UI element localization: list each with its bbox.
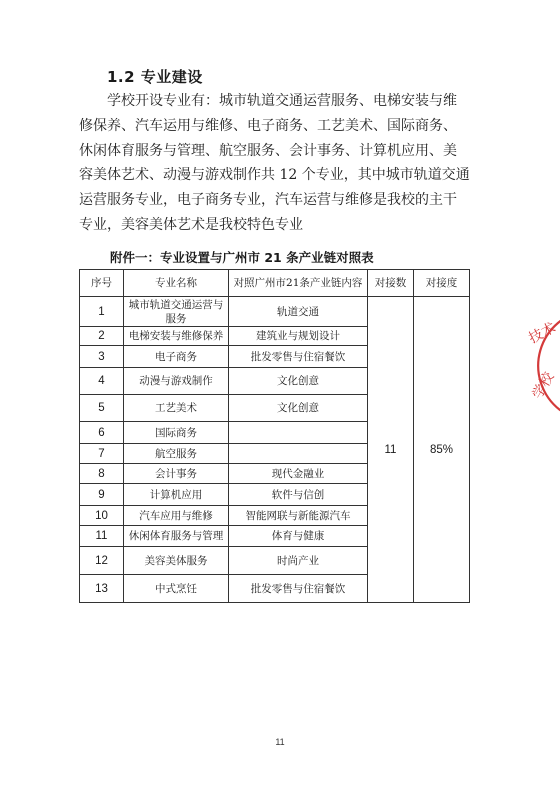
paragraph-line: 学校开设专业有：城市轨道交通运营服务、电梯安装与维 xyxy=(107,93,457,109)
header-chain: 对照广州市21条产业链内容 xyxy=(229,270,368,297)
paragraph-line: 专业，美容美体艺术是我校特色专业 xyxy=(79,216,303,233)
table-row xyxy=(80,297,470,327)
row-major: 休闲体育服务与管理 xyxy=(124,526,229,547)
page-number: 11 xyxy=(275,737,285,747)
paragraph-line: 运营服务专业，电子商务专业，汽车运营与维修是我校的主干 xyxy=(79,192,457,209)
row-no: 9 xyxy=(80,484,124,506)
row-major: 城市轨道交通运营与服务 xyxy=(124,297,229,327)
row-no: 1 xyxy=(80,297,124,327)
svg-text:学校: 学校 xyxy=(529,369,558,402)
row-chain: 现代金融业 xyxy=(229,464,368,484)
row-no: 13 xyxy=(80,575,124,603)
row-chain xyxy=(229,444,368,464)
paragraph-line: 容美体艺术、动漫与游戏制作共 12 个专业，其中城市轨道交通 xyxy=(79,167,470,184)
row-no: 3 xyxy=(80,346,124,368)
row-chain: 文化创意 xyxy=(229,395,368,422)
row-chain: 建筑业与规划设计 xyxy=(229,327,368,346)
svg-text:技术: 技术 xyxy=(526,319,559,348)
row-no: 4 xyxy=(80,368,124,395)
table-caption: 附件一：专业设置与广州市 21 条产业链对照表 xyxy=(110,250,374,265)
row-major: 计算机应用 xyxy=(124,484,229,506)
row-major: 会计事务 xyxy=(124,464,229,484)
major-industry-table xyxy=(79,269,470,603)
row-no: 7 xyxy=(80,444,124,464)
header-major: 专业名称 xyxy=(124,270,229,297)
count-cell: 11 xyxy=(368,297,414,603)
degree-cell: 85% xyxy=(414,297,470,603)
row-no: 12 xyxy=(80,547,124,575)
row-no: 5 xyxy=(80,395,124,422)
row-chain: 轨道交通 xyxy=(229,297,368,327)
header-no: 序号 xyxy=(80,270,124,297)
paragraph-line: 修保养、汽车运用与维修、电子商务、工艺美术、国际商务、 xyxy=(79,117,457,134)
row-major: 工艺美术 xyxy=(124,395,229,422)
row-major: 电子商务 xyxy=(124,346,229,368)
row-no: 10 xyxy=(80,506,124,526)
row-major: 汽车应用与维修 xyxy=(124,506,229,526)
row-chain: 时尚产业 xyxy=(229,547,368,575)
section-heading: 1.2 专业建设 xyxy=(107,68,203,86)
row-chain xyxy=(229,422,368,444)
row-major: 航空服务 xyxy=(124,444,229,464)
school-seal-stamp xyxy=(526,306,560,416)
table-header-row xyxy=(80,270,470,297)
row-major: 中式烹饪 xyxy=(124,575,229,603)
row-no: 6 xyxy=(80,422,124,444)
row-no: 2 xyxy=(80,327,124,346)
paragraph-line: 休闲体育服务与管理、航空服务、会计事务、计算机应用、美 xyxy=(79,142,457,159)
row-chain: 文化创意 xyxy=(229,368,368,395)
row-major: 动漫与游戏制作 xyxy=(124,368,229,395)
row-chain: 软件与信创 xyxy=(229,484,368,506)
row-major: 电梯安装与维修保养 xyxy=(124,327,229,346)
header-count: 对接数 xyxy=(368,270,414,297)
row-major: 美容美体服务 xyxy=(124,547,229,575)
row-chain: 批发零售与住宿餐饮 xyxy=(229,346,368,368)
header-degree: 对接度 xyxy=(414,270,470,297)
row-major: 国际商务 xyxy=(124,422,229,444)
row-chain: 体育与健康 xyxy=(229,526,368,547)
row-no: 11 xyxy=(80,526,124,547)
row-chain: 批发零售与住宿餐饮 xyxy=(229,575,368,603)
row-chain: 智能网联与新能源汽车 xyxy=(229,506,368,526)
row-no: 8 xyxy=(80,464,124,484)
intro-paragraph xyxy=(79,89,491,238)
